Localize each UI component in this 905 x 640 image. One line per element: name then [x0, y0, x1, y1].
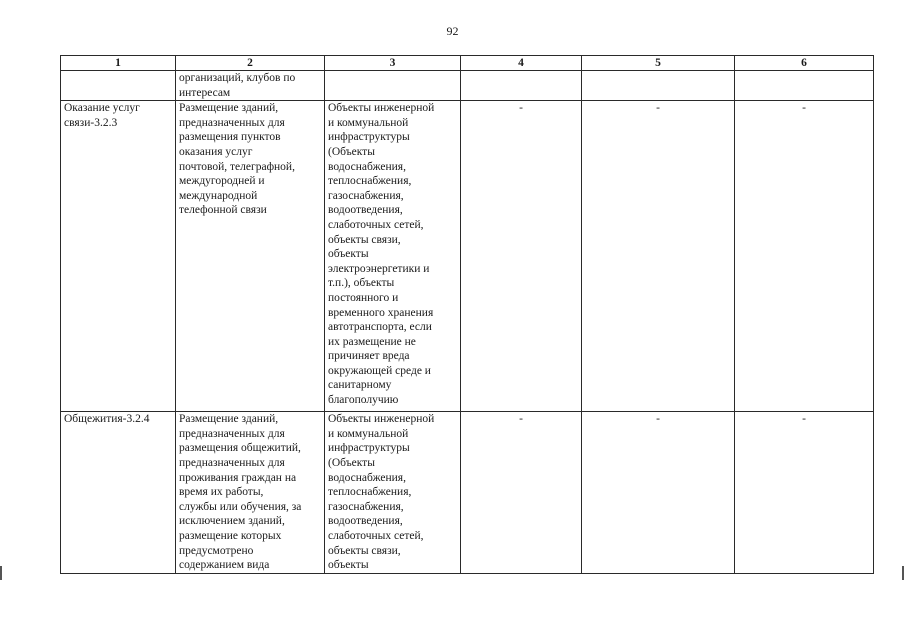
table-cell — [582, 101, 735, 412]
table-cell — [61, 71, 176, 101]
column-header-1: 1 — [61, 56, 176, 71]
table-cell — [325, 71, 461, 101]
table-row — [61, 101, 874, 412]
table-cell — [582, 412, 735, 574]
use-type-description: Размещение зданий, предназначенных для размещения пунктов оказания услуг почтовой, телеграфной, междугородней и международной телефонной связи — [179, 102, 295, 217]
empty-dash: - — [656, 102, 660, 115]
table-cell — [325, 101, 461, 412]
table-cell — [176, 71, 325, 101]
auxiliary-uses: Объекты инженерной и коммунальной инфраструктуры (Объекты водоснабжения, теплоснабжения, газоснабжения, водоотведения, слаботочных сетей, объекты связи, объекты — [328, 413, 435, 572]
column-header-4: 4 — [461, 56, 582, 71]
zoning-regulations-table — [60, 55, 874, 574]
right-binding-mark — [902, 566, 904, 580]
column-header-5: 5 — [582, 56, 735, 71]
use-type-name: Общежития-3.2.4 — [64, 413, 150, 426]
table-cell — [582, 71, 735, 101]
empty-dash: - — [519, 102, 523, 115]
column-header-2: 2 — [176, 56, 325, 71]
column-header-6: 6 — [735, 56, 874, 71]
left-binding-mark — [0, 566, 2, 580]
use-type-description: Размещение зданий, предназначенных для размещения общежитий, предназначенных для проживания граждан на время их работы, службы или обучения, за исключением зданий, размещение которых предусмотрено содержанием вида — [179, 413, 302, 572]
empty-dash: - — [802, 102, 806, 115]
use-type-name: Оказание услуг связи-3.2.3 — [64, 102, 140, 129]
table-cell — [735, 101, 874, 412]
table-cell — [735, 71, 874, 101]
table-cell — [735, 412, 874, 574]
table-cell — [61, 412, 176, 574]
table-cell — [325, 412, 461, 574]
table-cell — [61, 101, 176, 412]
empty-dash: - — [519, 413, 523, 426]
column-header-3: 3 — [325, 56, 461, 71]
table-cell — [176, 101, 325, 412]
page-number: 92 — [446, 24, 459, 38]
auxiliary-uses: Объекты инженерной и коммунальной инфраструктуры (Объекты водоснабжения, теплоснабжения, газоснабжения, водоотведения, слаботочных сетей, объекты связи, объекты электроэнергетики и т.п.), объекты постоянного и временного хранения автотранспорта, если их размещение не причиняет вреда окружающей среде и санитарному благополучию — [328, 102, 435, 407]
table-cell — [461, 101, 582, 412]
table-cell — [461, 412, 582, 574]
empty-dash: - — [656, 413, 660, 426]
table-row — [61, 412, 874, 574]
table-cell — [461, 71, 582, 101]
table-header-row — [61, 56, 874, 71]
table-row-continuation — [61, 71, 874, 101]
continuation-description: организаций, клубов по интересам — [179, 72, 296, 99]
empty-dash: - — [802, 413, 806, 426]
table-cell — [176, 412, 325, 574]
